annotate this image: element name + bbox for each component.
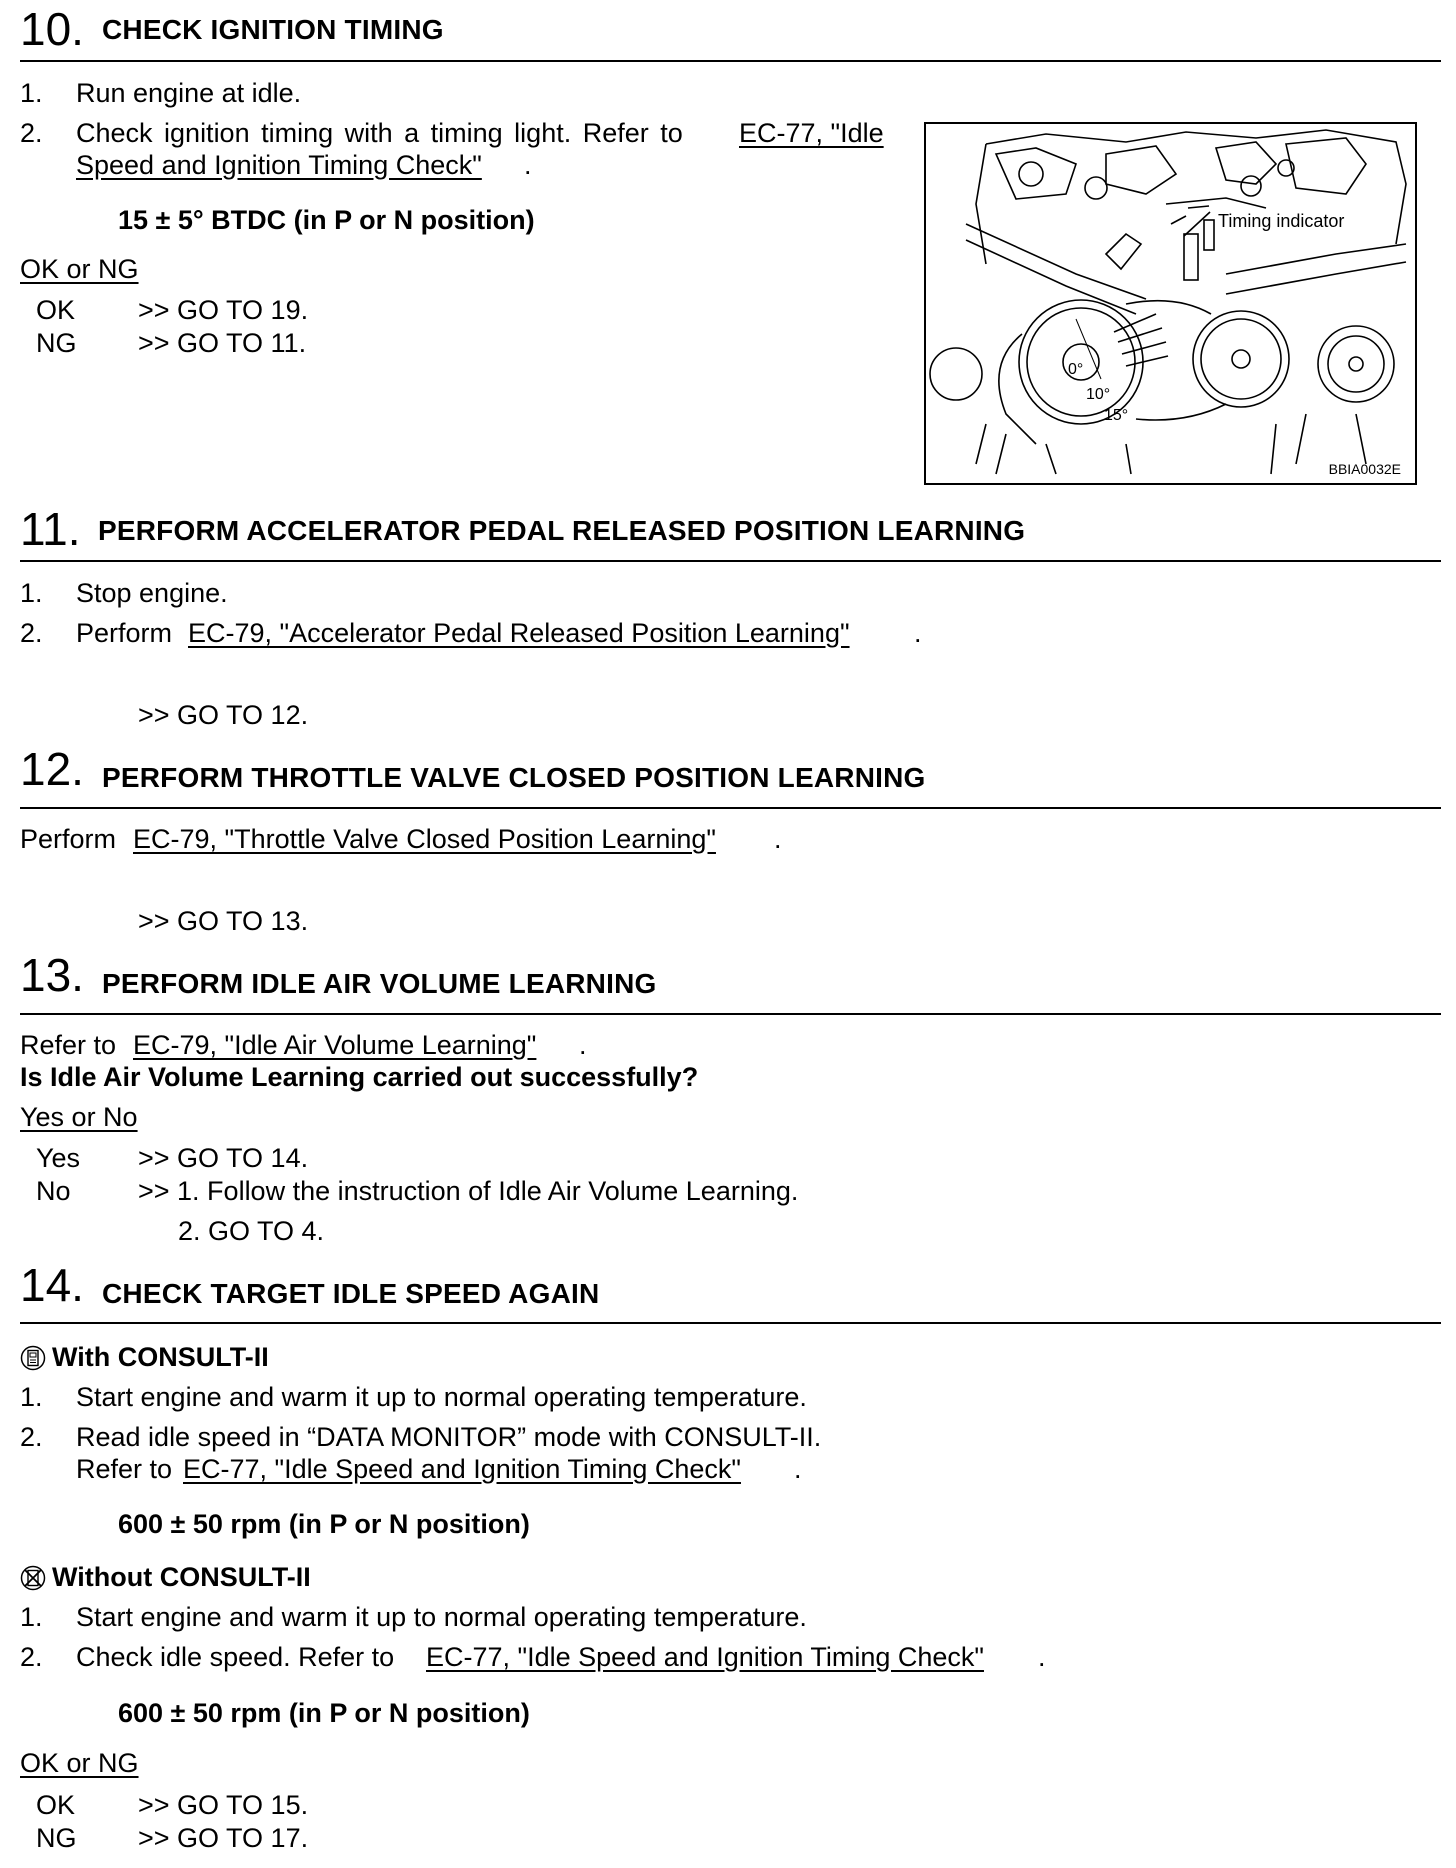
step-10-rule <box>20 60 1441 62</box>
with-consult-label: With CONSULT-II <box>52 1342 269 1372</box>
step-10-spec: 15 ± 5° BTDC (in P or N position) <box>118 205 535 235</box>
step-12-title: PERFORM THROTTLE VALVE CLOSED POSITION LEARNING <box>102 762 926 793</box>
without-consult-label: Without CONSULT-II <box>52 1562 311 1592</box>
engine-timing-illustration <box>926 124 1414 482</box>
with-item-1-number: 1. <box>20 1382 43 1412</box>
step-13-yes-label: Yes <box>36 1143 81 1173</box>
step-10-title: CHECK IGNITION TIMING <box>102 14 444 45</box>
with-item-2-text: Read idle speed in “DATA MONITOR” mode with CONSULT-II. <box>76 1422 822 1452</box>
step-11-rule <box>20 560 1441 562</box>
timing-figure <box>924 122 1417 485</box>
step-11-item-2-text: Perform <box>76 618 173 648</box>
timing-indicator-label: Timing indicator <box>1218 211 1345 231</box>
step-14-title: CHECK TARGET IDLE SPEED AGAIN <box>102 1278 600 1309</box>
step-13-no-label: No <box>36 1176 71 1206</box>
with-item-2-refer: Refer to <box>76 1454 173 1484</box>
step-11-ref-link[interactable]: EC-79, "Accelerator Pedal Released Position Learning" <box>188 618 850 648</box>
step-13-title: PERFORM IDLE AIR VOLUME LEARNING <box>102 968 657 999</box>
with-item-1-text: Start engine and warm it up to normal operating temperature. <box>76 1382 807 1412</box>
without-item-2-text: Check idle speed. Refer to <box>76 1642 395 1672</box>
step-11-go: >> GO TO 12. <box>138 700 309 730</box>
step-14-ng-label: NG <box>36 1823 77 1853</box>
without-consult-heading <box>20 1564 311 1591</box>
step-12-text: Perform <box>20 824 117 854</box>
step-10-ref-link-part2[interactable]: Speed and Ignition Timing Check" <box>76 150 482 180</box>
step-13-no-action-1: >> 1. Follow the instruction of Idle Air Volume Learning. <box>138 1176 799 1206</box>
step-14-number: 14. <box>20 1259 84 1311</box>
step-13-yesno-heading: Yes or No <box>20 1102 138 1132</box>
step-11-item-1-text: Stop engine. <box>76 578 228 608</box>
step-13-ref-period: . <box>579 1030 587 1060</box>
step-14-okng-heading: OK or NG <box>20 1748 139 1778</box>
step-10-ok-action: >> GO TO 19. <box>138 295 309 325</box>
step-11-ref-period: . <box>914 618 922 648</box>
step-13-text: Refer to <box>20 1030 117 1060</box>
step-10-ref-link-part1[interactable]: EC-77, "Idle <box>739 118 884 148</box>
with-item-2-ref-link[interactable]: EC-77, "Idle Speed and Ignition Timing Check" <box>183 1454 741 1484</box>
step-10-item-2-number: 2. <box>20 118 43 148</box>
step-10-ng-action: >> GO TO 11. <box>138 328 307 358</box>
step-14-ok-label: OK <box>36 1790 76 1820</box>
with-item-2-number: 2. <box>20 1422 43 1452</box>
step-10-ok-label: OK <box>36 295 76 325</box>
step-14-ng-action: >> GO TO 17. <box>138 1823 309 1853</box>
step-12-ref-period: . <box>774 824 782 854</box>
without-item-1-text: Start engine and warm it up to normal operating temperature. <box>76 1602 807 1632</box>
step-10-ng-label: NG <box>36 328 77 358</box>
step-10-item-1-text: Run engine at idle. <box>76 78 302 108</box>
with-spec: 600 ± 50 rpm (in P or N position) <box>118 1509 530 1539</box>
with-item-2-ref-period: . <box>794 1454 802 1484</box>
timing-mark-15: 15° <box>1104 407 1129 424</box>
step-13-rule <box>20 1013 1441 1015</box>
figure-code: BBIA0032E <box>1328 461 1401 477</box>
step-14-rule <box>20 1322 1441 1324</box>
without-item-1-number: 1. <box>20 1602 43 1632</box>
without-spec: 600 ± 50 rpm (in P or N position) <box>118 1698 530 1728</box>
step-12-number: 12. <box>20 743 84 795</box>
timing-mark-10: 10° <box>1086 386 1111 403</box>
step-10-number: 10. <box>20 3 84 55</box>
without-item-2-ref-link[interactable]: EC-77, "Idle Speed and Ignition Timing Check" <box>426 1642 984 1672</box>
without-item-2-number: 2. <box>20 1642 43 1672</box>
step-11-item-2-number: 2. <box>20 618 43 648</box>
step-10-ref-period: . <box>524 150 532 180</box>
step-13-question: Is Idle Air Volume Learning carried out successfully? <box>20 1062 699 1092</box>
step-14-ok-action: >> GO TO 15. <box>138 1790 309 1820</box>
step-13-yes-action: >> GO TO 14. <box>138 1143 309 1173</box>
step-11-number: 11. <box>20 503 81 555</box>
no-consult-tool-icon <box>20 1565 46 1591</box>
with-consult-heading <box>20 1344 269 1371</box>
step-11-title: PERFORM ACCELERATOR PEDAL RELEASED POSITION LEARNING <box>98 515 1026 546</box>
step-10-item-2-text: Check ignition timing with a timing light. Refer to <box>76 118 683 148</box>
step-10-item-1-number: 1. <box>20 78 43 108</box>
step-12-go: >> GO TO 13. <box>138 906 309 936</box>
step-12-rule <box>20 807 1441 809</box>
step-13-number: 13. <box>20 949 84 1001</box>
step-13-no-action-2: 2. GO TO 4. <box>178 1216 325 1246</box>
step-11-item-1-number: 1. <box>20 578 43 608</box>
without-item-2-ref-period: . <box>1038 1642 1046 1672</box>
step-10-okng-heading: OK or NG <box>20 254 139 284</box>
consult-tool-icon <box>20 1345 46 1371</box>
step-12-ref-link[interactable]: EC-79, "Throttle Valve Closed Position Learning" <box>133 824 716 854</box>
timing-mark-0: 0° <box>1068 361 1084 378</box>
step-13-ref-link[interactable]: EC-79, "Idle Air Volume Learning" <box>133 1030 537 1060</box>
